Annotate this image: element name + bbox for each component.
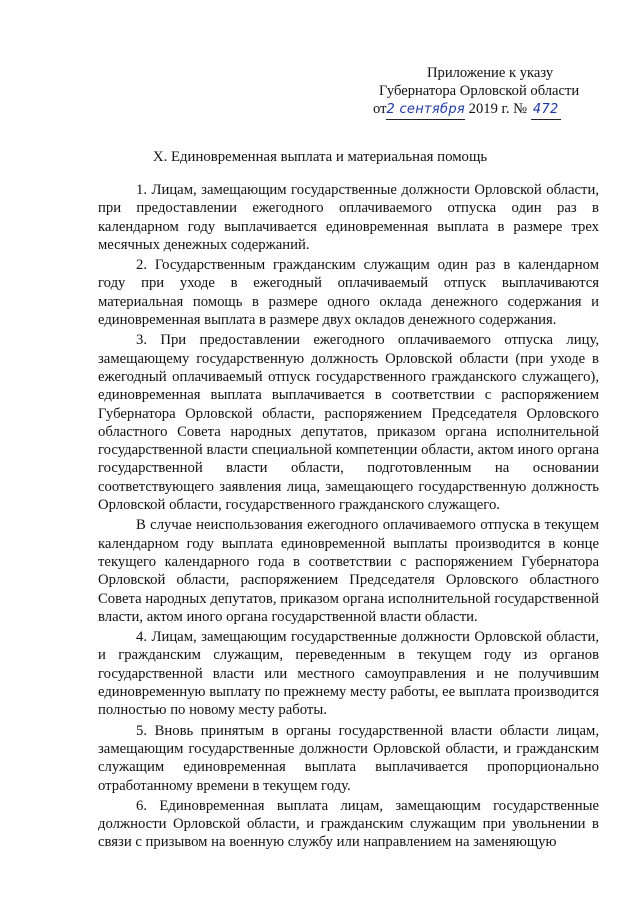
annex-date-line xyxy=(373,100,598,120)
paragraph: 6. Единовременная выплата лицам, замещающим государственные должности Орловской области, и гражданским служащим при увольнении в связи с призывом на военную службу или направлением на заменяющую xyxy=(98,797,599,851)
paragraph: 1. Лицам, замещающим государственные должности Орловской области, при предоставлении ежегодного оплачиваемого отпуска один раз в календарном году выплачивается единовременная выплата в размере трех месячных денежных содержаний. xyxy=(98,182,599,253)
handwritten-number: 472 xyxy=(531,101,561,120)
document-body xyxy=(98,181,599,854)
paragraph: 2. Государственным гражданским служащим один раз в календарном году при уходе в ежегодный оплачиваемый отпуск выплачиваются материальная помощь в размере одного оклада денежного содержания и единовременная выплата в размере двух окладов денежного содержания. xyxy=(98,257,599,329)
annex-header xyxy=(373,64,598,120)
paragraph: 5. Вновь принятым в органы государственной власти области лицам, замещающим государственные должности Орловской области, и гражданским служащим единовременная выплата выплачивается пропорционально отработанному времени в текущем году. xyxy=(98,722,599,794)
date-prefix: от xyxy=(373,101,387,117)
annex-authority: Губернатора Орловской области xyxy=(379,83,580,99)
paragraph: 4. Лицам, замещающим государственные должности Орловской области, и гражданским служащим, переведенным в текущем году из органов государственной власти или местного самоуправления и не получившим единовременную выплату по прежнему месту работы, ее выплата производится полностью по новому месту работы. xyxy=(98,629,599,719)
paragraph: В случае неиспользования ежегодного оплачиваемого отпуска в текущем календарном году выплата единовременной выплаты производится в конце текущего календарного года в соответствии с распоряжением Губернатора Орловской области, распоряжением Председателя Орловского областного Совета народных депутатов, приказом органа исполнительной государственной власти, актом иного органа государственной власти области. xyxy=(98,517,599,625)
year-text: 2019 г. № xyxy=(468,101,528,117)
paragraph: 3. При предоставлении ежегодного оплачиваемого отпуска лицу, замещающему государственную должность Орловской области (при уходе в ежегодный оплачиваемый отпуск государственного гражданского служащего), единовременная выплата выплачивается в соответствии с распоряжением Губернатора Орловской области, распоряжением Председателя Орловского областного Совета народных депутатов, приказом органа исполнительной государственной власти специальной компетенции области, актом иного органа государственной власти области, подготовленным на основании соответствующего заявления лица, замещающего государственную должность Орловской области, государственного гражданского служащего. xyxy=(98,332,599,514)
annex-title: Приложение к указу xyxy=(427,65,554,81)
handwritten-date: 2 сентября xyxy=(386,101,465,120)
section-title: X. Единовременная выплата и материальная помощь xyxy=(152,149,488,165)
